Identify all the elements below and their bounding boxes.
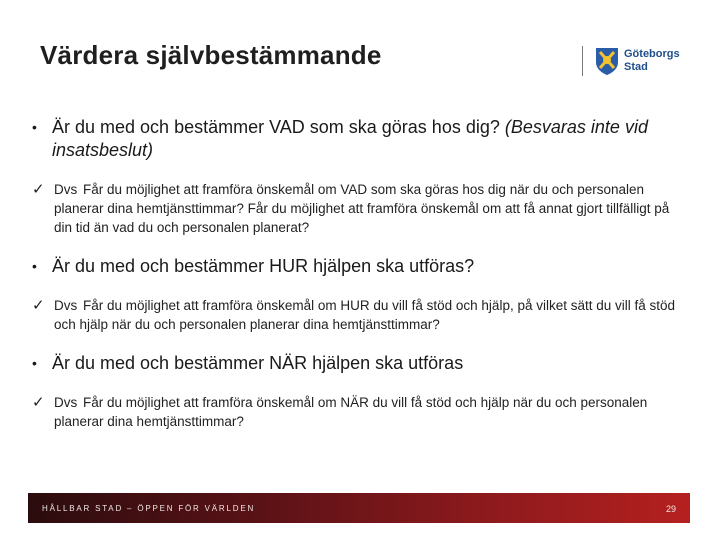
slide-content	[32, 116, 682, 431]
bullet-icon: •	[32, 119, 37, 135]
logo-divider	[582, 46, 583, 76]
checkmark-icon: ✓	[32, 181, 45, 198]
answer-nar-label: Dvs	[54, 395, 78, 410]
answer-hur	[32, 296, 682, 334]
checkmark-icon: ✓	[32, 394, 45, 411]
question-nar	[32, 352, 682, 375]
answer-nar	[32, 393, 682, 431]
bullet-icon: •	[32, 355, 37, 371]
answer-nar-text: Får du möjlighet att framföra önskemål om NÄR du vill få stöd och hjälp när du och personalen planerar dina hemtjänsttimmar?	[54, 395, 648, 429]
answer-vad-text: Får du möjlighet att framföra önskemål om VAD som ska göras hos dig när du och personalen planerar dina hemtjänsttimmar? Får du möjlighet att framföra önskemål om att få annat gjort tillfälligt på din tid än vad du och personalen planerat?	[54, 182, 670, 235]
page-number: 29	[665, 504, 676, 514]
question-hur	[32, 255, 682, 278]
question-vad-text: Är du med och bestämmer VAD som ska göras hos dig?	[52, 117, 500, 137]
answer-vad-label: Dvs	[54, 182, 78, 197]
checkmark-icon: ✓	[32, 297, 45, 314]
logo-line-1: Göteborgs	[624, 48, 680, 60]
footer-bar	[28, 493, 690, 523]
footer-slogan: HÅLLBAR STAD – ÖPPEN FÖR VÄRLDEN	[42, 504, 256, 513]
question-vad	[32, 116, 682, 162]
question-vad-note: (Besvaras inte vid insatsbeslut)	[52, 117, 648, 160]
bullet-icon: •	[32, 258, 37, 274]
answer-hur-text: Får du möjlighet att framföra önskemål om HUR du vill få stöd och hjälp, på vilket sätt du vill få stöd och hjälp när du och personalen planerar dina hemtjänsttimmar?	[54, 298, 676, 332]
question-hur-text: Är du med och bestämmer HUR hjälpen ska utföras?	[52, 256, 475, 276]
logo-line-2: Stad	[624, 61, 648, 73]
logo-wordmark	[624, 48, 680, 74]
goteborgs-stad-logo	[582, 44, 692, 80]
answer-vad	[32, 180, 682, 237]
answer-hur-label: Dvs	[54, 298, 78, 313]
question-nar-text: Är du med och bestämmer NÄR hjälpen ska utföras	[52, 353, 464, 373]
city-crest-icon	[594, 46, 620, 76]
slide-title: Värdera självbestämmande	[40, 40, 382, 70]
